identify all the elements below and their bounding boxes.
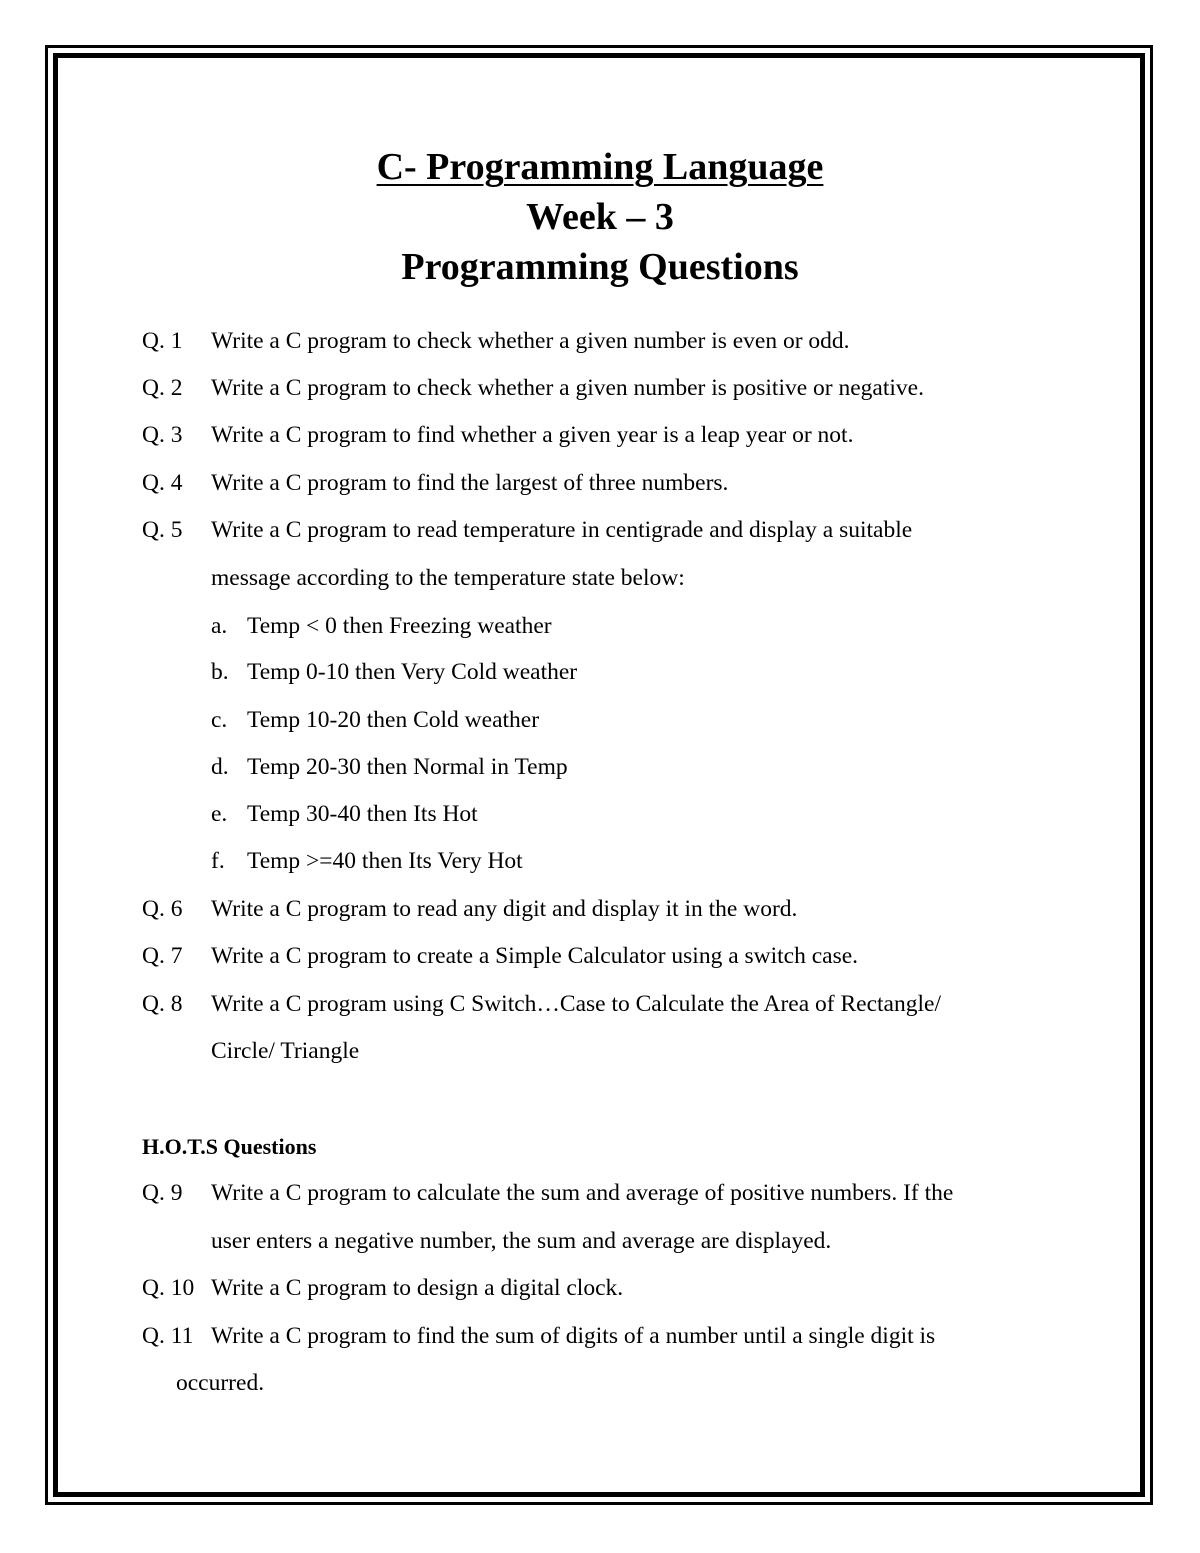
list-letter: e. <box>211 801 228 827</box>
list-text: Temp 20-30 then Normal in Temp <box>247 754 568 780</box>
week-label: Week – 3 <box>526 196 674 238</box>
question-number: Q. 2 <box>142 375 183 401</box>
question-text: Write a C program to read temperature in centigrade and display a suitable <box>211 517 913 543</box>
list-letter: d. <box>211 754 229 780</box>
document-title: C- Programming Language <box>376 146 824 188</box>
list-letter: f. <box>211 848 225 874</box>
section-title: Programming Questions <box>401 246 799 288</box>
list-letter: b. <box>211 659 229 685</box>
question-number: Q. 8 <box>142 991 183 1017</box>
question-number: Q. 10 <box>142 1275 195 1301</box>
list-text: Temp >=40 then Its Very Hot <box>247 848 523 874</box>
question-number: Q. 3 <box>142 422 183 448</box>
question-number: Q. 9 <box>142 1180 183 1206</box>
question-number: Q. 5 <box>142 517 183 543</box>
question-number: Q. 4 <box>142 470 183 496</box>
list-text: Temp 10-20 then Cold weather <box>247 707 540 733</box>
question-text: Write a C program to design a digital clock. <box>211 1275 624 1301</box>
question-text-cont: user enters a negative number, the sum and average are displayed. <box>211 1228 832 1254</box>
question-text: Write a C program to find whether a given year is a leap year or not. <box>211 422 854 448</box>
list-letter: c. <box>211 707 228 733</box>
question-text: Write a C program to check whether a given number is positive or negative. <box>211 375 924 401</box>
list-text: Temp 0-10 then Very Cold weather <box>247 659 578 685</box>
question-text: Write a C program to read any digit and display it in the word. <box>211 896 798 922</box>
question-text-cont: occurred. <box>176 1370 265 1396</box>
question-text: Write a C program to find the sum of digits of a number until a single digit is <box>211 1323 936 1349</box>
question-number: Q. 6 <box>142 896 183 922</box>
question-text: Write a C program to check whether a given number is even or odd. <box>211 328 850 354</box>
list-text: Temp 30-40 then Its Hot <box>247 801 478 827</box>
question-text: Write a C program to create a Simple Calculator using a switch case. <box>211 943 859 969</box>
question-text-cont: message according to the temperature state below: <box>211 565 685 591</box>
question-number: Q. 1 <box>142 328 183 354</box>
question-text: Write a C program using C Switch…Case to Calculate the Area of Rectangle/ <box>211 991 941 1017</box>
hots-heading: H.O.T.S Questions <box>142 1134 317 1159</box>
question-text-cont: Circle/ Triangle <box>211 1038 360 1064</box>
list-letter: a. <box>211 613 228 639</box>
question-text: Write a C program to find the largest of three numbers. <box>211 470 729 496</box>
question-text: Write a C program to calculate the sum and average of positive numbers. If the <box>211 1180 954 1206</box>
question-number: Q. 7 <box>142 943 183 969</box>
question-number: Q. 11 <box>142 1323 194 1349</box>
list-text: Temp < 0 then Freezing weather <box>247 613 552 639</box>
